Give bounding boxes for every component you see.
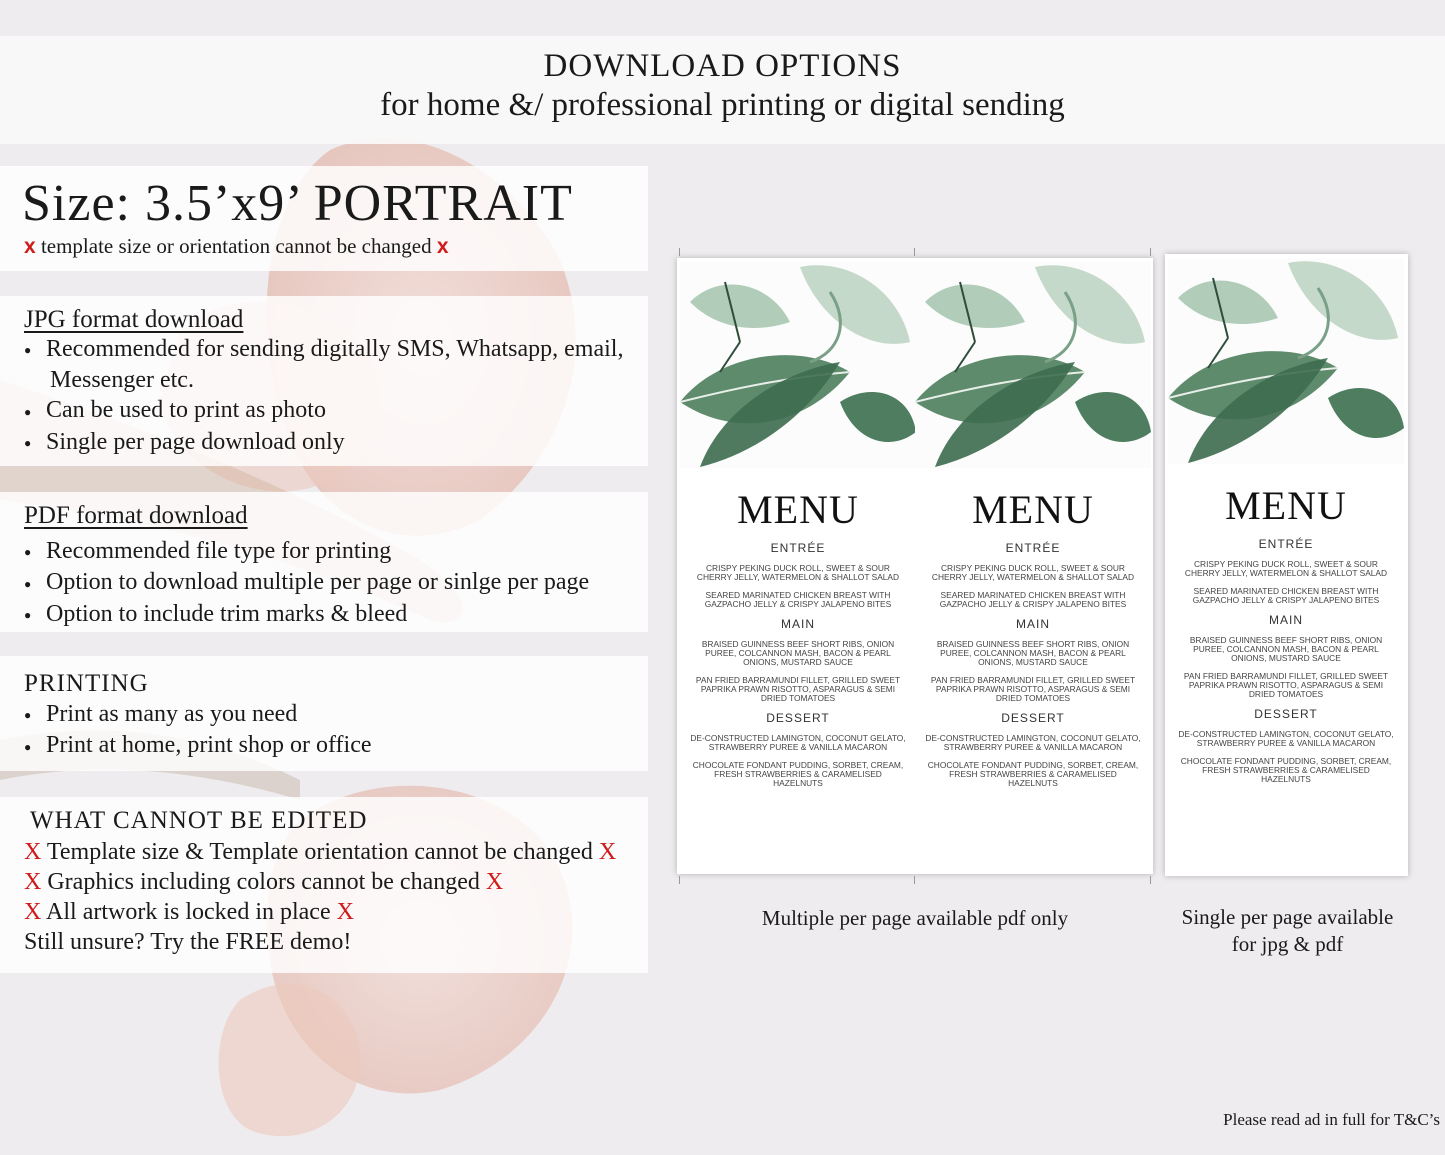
terms-note: Please read ad in full for T&C’s bbox=[1223, 1110, 1440, 1129]
list-item: ● Single per page download only bbox=[24, 427, 623, 458]
menu-content bbox=[915, 486, 1151, 788]
size-note-text: template size or orientation cannot be changed bbox=[40, 234, 432, 258]
menu-section-entree: ENTRÉE bbox=[1258, 537, 1314, 551]
menu-item: DE-CONSTRUCTED LAMINGTON, COCONUT GELATO, STRAWBERRY PUREE & VANILLA MACARON bbox=[690, 733, 906, 752]
pdf-title: PDF format download bbox=[24, 502, 248, 529]
printing-bullet-list bbox=[24, 699, 372, 762]
menu-item: CRISPY PEKING DUCK ROLL, SWEET & SOUR CHERRY JELLY, WATERMELON & SHALLOT SALAD bbox=[1184, 559, 1388, 578]
red-x-icon: X bbox=[336, 899, 354, 925]
pdf-bullet-list bbox=[24, 536, 589, 630]
red-x-icon: X bbox=[485, 869, 504, 895]
cannot-edit-panel bbox=[0, 797, 648, 973]
jpg-title: JPG format download bbox=[24, 306, 244, 333]
jpg-bullet-list bbox=[24, 334, 623, 458]
menu-section-dessert: DESSERT bbox=[1001, 711, 1065, 725]
red-x-icon: x bbox=[24, 235, 36, 258]
menu-title: MENU bbox=[972, 487, 1094, 532]
list-item: ● Recommended file type for printing bbox=[24, 536, 589, 567]
red-x-icon: x bbox=[436, 235, 449, 258]
multi-per-page-sheet bbox=[677, 258, 1153, 874]
size-title: Size: 3.5’x9’ PORTRAIT bbox=[22, 175, 573, 232]
list-item bbox=[24, 897, 616, 927]
page-title: DOWNLOAD OPTIONS bbox=[543, 48, 902, 84]
trim-mark bbox=[1150, 876, 1151, 884]
size-note bbox=[24, 234, 449, 259]
trim-mark bbox=[1150, 248, 1151, 256]
list-item bbox=[24, 837, 616, 867]
multi-per-page-caption: Multiple per page available pdf only bbox=[761, 906, 1069, 930]
leaf-artwork bbox=[915, 262, 1151, 468]
list-item: Still unsure? Try the FREE demo! bbox=[24, 929, 352, 955]
menu-card bbox=[1168, 254, 1404, 876]
menu-item: BRAISED GUINNESS BEEF SHORT RIBS, ONION PUREE, COLCANNON MASH, BACON & PEARL ONIONS, MUSTARD SAUCE bbox=[936, 639, 1130, 667]
list-item-text: All artwork is locked in place bbox=[46, 899, 331, 925]
list-item: ● Can be used to print as photo bbox=[24, 395, 623, 426]
menu-section-entree: ENTRÉE bbox=[1005, 541, 1061, 555]
caption-line: for jpg & pdf bbox=[1231, 932, 1344, 956]
menu-title: MENU bbox=[1225, 483, 1347, 528]
menu-item: CRISPY PEKING DUCK ROLL, SWEET & SOUR CHERRY JELLY, WATERMELON & SHALLOT SALAD bbox=[931, 563, 1135, 582]
leaf-artwork bbox=[1168, 258, 1404, 464]
menu-title: MENU bbox=[737, 487, 859, 532]
trim-mark bbox=[679, 248, 680, 256]
menu-item: DE-CONSTRUCTED LAMINGTON, COCONUT GELATO, STRAWBERRY PUREE & VANILLA MACARON bbox=[1178, 729, 1394, 748]
cannot-edit-title: WHAT CANNOT BE EDITED bbox=[30, 807, 368, 834]
menu-item: PAN FRIED BARRAMUNDI FILLET, GRILLED SWEET PAPRIKA PRAWN RISOTTO, ASPARAGUS & SEMI DRIED TOMATOES bbox=[695, 675, 901, 703]
single-per-page-sheet bbox=[1165, 254, 1408, 876]
menu-item: SEARED MARINATED CHICKEN BREAST WITH GAZPACHO JELLY & CRISPY JALAPENO BITES bbox=[1192, 586, 1380, 605]
red-x-icon: X bbox=[24, 869, 42, 895]
menu-item: DE-CONSTRUCTED LAMINGTON, COCONUT GELATO, STRAWBERRY PUREE & VANILLA MACARON bbox=[925, 733, 1141, 752]
list-item: ● Option to include trim marks & bleed bbox=[24, 599, 589, 630]
pdf-panel bbox=[0, 492, 648, 632]
menu-item: CHOCOLATE FONDANT PUDDING, SORBET, CREAM, FRESH STRAWBERRIES & CARAMELISED HAZELNUTS bbox=[1180, 756, 1392, 784]
header-banner bbox=[0, 36, 1445, 144]
caption-line: Single per page available bbox=[1181, 905, 1394, 929]
menu-item: SEARED MARINATED CHICKEN BREAST WITH GAZPACHO JELLY & CRISPY JALAPENO BITES bbox=[939, 590, 1127, 609]
red-x-icon: X bbox=[24, 839, 42, 865]
single-per-page-caption bbox=[1160, 904, 1415, 958]
menu-section-main: MAIN bbox=[1269, 613, 1303, 627]
trim-mark bbox=[914, 248, 915, 256]
menu-card bbox=[680, 258, 916, 874]
cannot-edit-list bbox=[24, 837, 616, 957]
list-item: ● Print as many as you need bbox=[24, 699, 372, 730]
red-x-icon: X bbox=[598, 839, 617, 865]
menu-item: BRAISED GUINNESS BEEF SHORT RIBS, ONION PUREE, COLCANNON MASH, BACON & PEARL ONIONS, MUSTARD SAUCE bbox=[701, 639, 895, 667]
page-subtitle: for home &/ professional printing or digital sending bbox=[380, 87, 1065, 123]
menu-content bbox=[680, 486, 916, 788]
list-item: ● Recommended for sending digitally SMS, Whatsapp, email, bbox=[24, 334, 623, 365]
trim-mark bbox=[679, 876, 680, 884]
menu-content bbox=[1168, 482, 1404, 784]
printing-title: PRINTING bbox=[24, 670, 149, 697]
leaf-artwork bbox=[680, 262, 916, 468]
list-item-text: Template size & Template orientation cannot be changed bbox=[46, 839, 593, 865]
red-x-icon: X bbox=[24, 899, 42, 925]
menu-section-dessert: DESSERT bbox=[766, 711, 830, 725]
size-panel bbox=[0, 166, 648, 271]
list-item bbox=[24, 867, 616, 897]
menu-section-main: MAIN bbox=[1016, 617, 1050, 631]
menu-item: CRISPY PEKING DUCK ROLL, SWEET & SOUR CHERRY JELLY, WATERMELON & SHALLOT SALAD bbox=[696, 563, 900, 582]
list-item: ● Print at home, print shop or office bbox=[24, 730, 372, 761]
menu-item: SEARED MARINATED CHICKEN BREAST WITH GAZPACHO JELLY & CRISPY JALAPENO BITES bbox=[704, 590, 892, 609]
menu-item: PAN FRIED BARRAMUNDI FILLET, GRILLED SWEET PAPRIKA PRAWN RISOTTO, ASPARAGUS & SEMI DRIED TOMATOES bbox=[1183, 671, 1389, 699]
list-item: Messenger etc. bbox=[50, 367, 194, 394]
printing-panel bbox=[0, 656, 648, 771]
menu-card bbox=[915, 258, 1151, 874]
menu-section-main: MAIN bbox=[781, 617, 815, 631]
trim-mark bbox=[914, 876, 915, 884]
menu-item: BRAISED GUINNESS BEEF SHORT RIBS, ONION PUREE, COLCANNON MASH, BACON & PEARL ONIONS, MUSTARD SAUCE bbox=[1189, 635, 1383, 663]
menu-item: CHOCOLATE FONDANT PUDDING, SORBET, CREAM, FRESH STRAWBERRIES & CARAMELISED HAZELNUTS bbox=[927, 760, 1139, 788]
list-item-text: Graphics including colors cannot be changed bbox=[47, 869, 480, 895]
jpg-panel bbox=[0, 296, 648, 466]
menu-item: CHOCOLATE FONDANT PUDDING, SORBET, CREAM, FRESH STRAWBERRIES & CARAMELISED HAZELNUTS bbox=[692, 760, 904, 788]
menu-section-entree: ENTRÉE bbox=[770, 541, 826, 555]
menu-item: PAN FRIED BARRAMUNDI FILLET, GRILLED SWEET PAPRIKA PRAWN RISOTTO, ASPARAGUS & SEMI DRIED TOMATOES bbox=[930, 675, 1136, 703]
list-item: ● Option to download multiple per page or sinlge per page bbox=[24, 567, 589, 598]
menu-section-dessert: DESSERT bbox=[1254, 707, 1318, 721]
